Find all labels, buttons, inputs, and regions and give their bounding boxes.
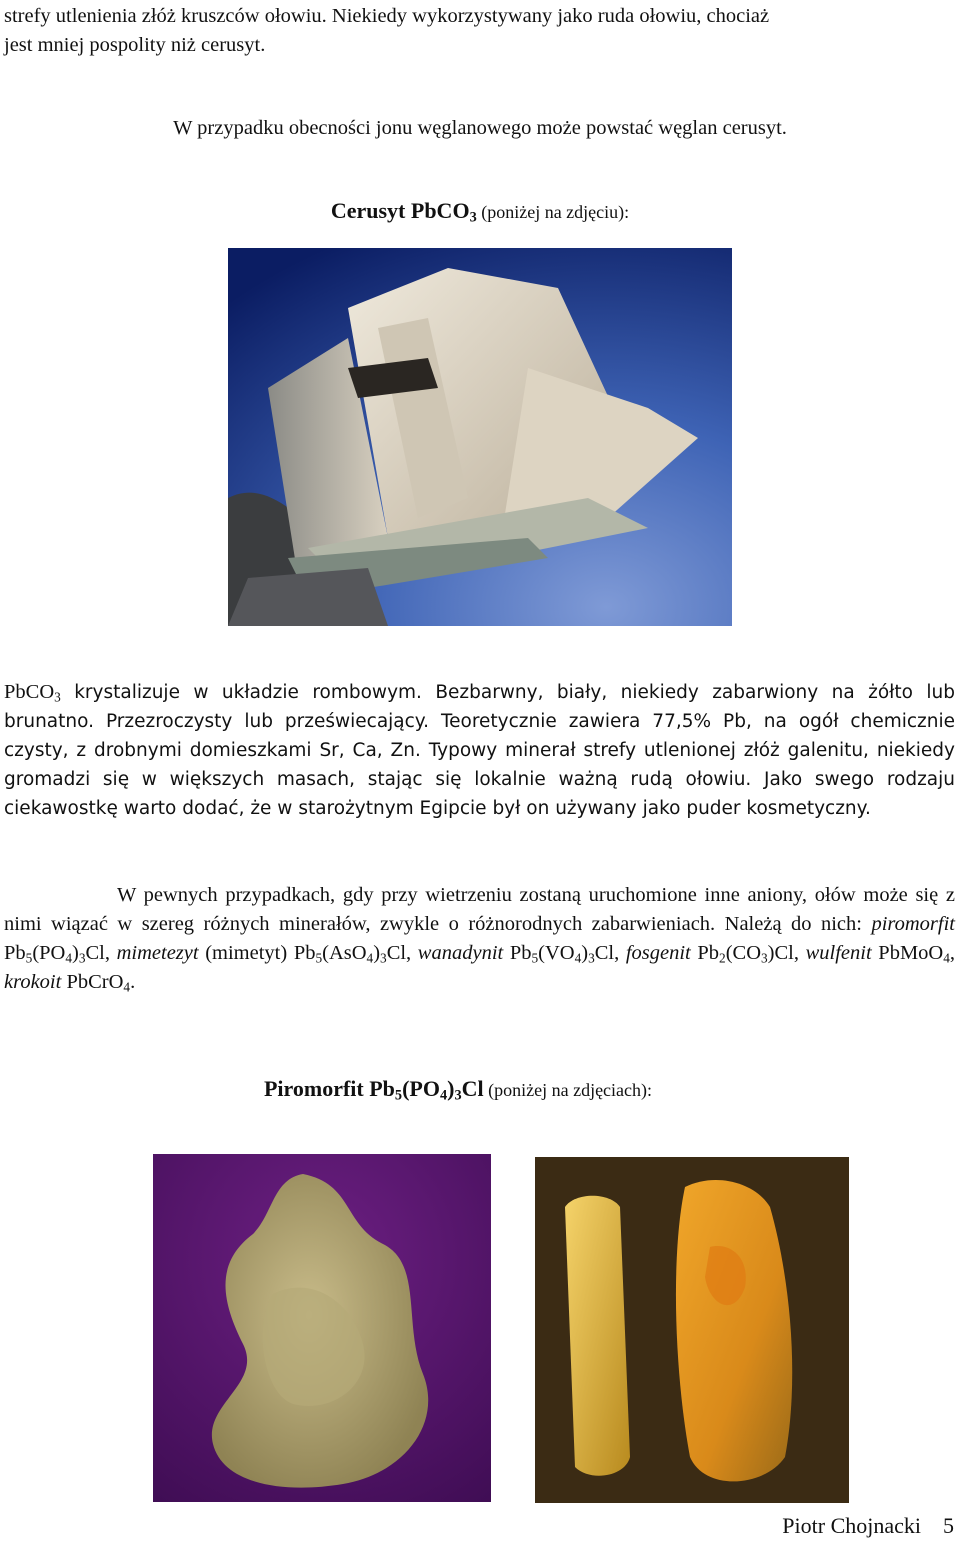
pyromorphite-photo-2 [535, 1157, 849, 1503]
pyromorphite-caption [0, 1076, 938, 1102]
pyromorphite-photo-1 [153, 1154, 491, 1502]
mineral-piromorfit: piromorfit [871, 913, 955, 935]
cerussite-formula: PbCO$_3$ [4, 681, 61, 705]
intro-line-2: jest mniej pospolity niż cerusyt. [4, 34, 266, 56]
pyromorphite-crystals-image [535, 1157, 849, 1503]
cerussite-caption-name: Cerusyt PbCO$_3$ [330, 198, 477, 226]
cerussite-crystal-image [228, 248, 732, 626]
carbonate-statement: W przypadku obecności jonu węglanowego może powstać węglan cerusyt. [173, 117, 787, 139]
pyromorphite-specimen-image [153, 1154, 491, 1502]
footer-page-number: 5 [943, 1513, 954, 1538]
intro-text [4, 2, 955, 60]
mineral-fosgenit: fosgenit [625, 942, 691, 964]
cerussite-description [4, 678, 955, 823]
minerals-lead: W pewnych przypadkach, gdy przy wietrzeniu zostaną uruchomione inne aniony, ołów może się z nimi wiązać w szereg różnych minerałów, zwykle o różnorodnych zabarwieniach. Należą do nich: [4, 884, 955, 935]
cerussite-caption-note: (poniżej na zdjęciu): [476, 202, 630, 222]
cerussite-description-part1: krystalizuje w układzie rombowym. Bezbarwny, biały, niekiedy zabarwiony na żółto lub brunatno. Przezroczysty lub przeświecający. Teoretycznie zawiera 77,5% Pb, na ogół chemicznie czysty, z drobnymi domieszkami Sr, Ca, Zn. [4, 682, 955, 761]
mineral-mimetezyt: mimetezyt [116, 942, 199, 964]
mineral-wulfenit: wulfenit [805, 942, 872, 964]
page-footer [782, 1512, 954, 1540]
cerussite-photo [228, 248, 732, 626]
mineral-krokoit: krokoit [4, 971, 62, 993]
mineral-wanadynit: wanadynit [417, 942, 504, 964]
pyromorphite-caption-name: Piromorfit $Pb_5(PO_4)_3Cl$ [263, 1076, 484, 1104]
pyromorphite-caption-note: (poniżej na zdjęciach): [483, 1080, 653, 1100]
minerals-paragraph: W pewnych przypadkach, gdy przy wietrzeniu zostaną uruchomione inne aniony, ołów może się z nimi wiązać w szereg różnych minerałów, zwykle o różnorodnych zabarwieniach. Należą do nich: piromorfit $Pb_5(PO_4)_3Cl$, mimetezyt (mimetyt) $Pb_5(AsO_4)_3Cl$, wanadynit $Pb_5(VO_4)_3Cl$, fosgenit $Pb_2(CO_3)Cl$, wulfenit PbMoO$_4$, krokoit PbCrO$_4$. [4, 884, 956, 995]
mineral-mimetyt: (mimetyt) [198, 942, 294, 964]
cerussite-description-part2: Typowy minerał strefy utlenionej złóż galenitu, niekiedy gromadzi się w większych masach, stając się lokalnie ważną rudą ołowiu. Jako swego rodzaju ciekawostkę warto dodać, że w starożytnym Egipcie był on używany jako puder kosmetyczny. [4, 740, 955, 819]
footer-author: Piotr Chojnacki [782, 1513, 921, 1538]
cerussite-caption [0, 198, 960, 224]
intro-line-1: strefy utlenienia złóż kruszców ołowiu. Niekiedy wykorzystywany jako ruda ołowiu, chociaż [4, 5, 770, 27]
